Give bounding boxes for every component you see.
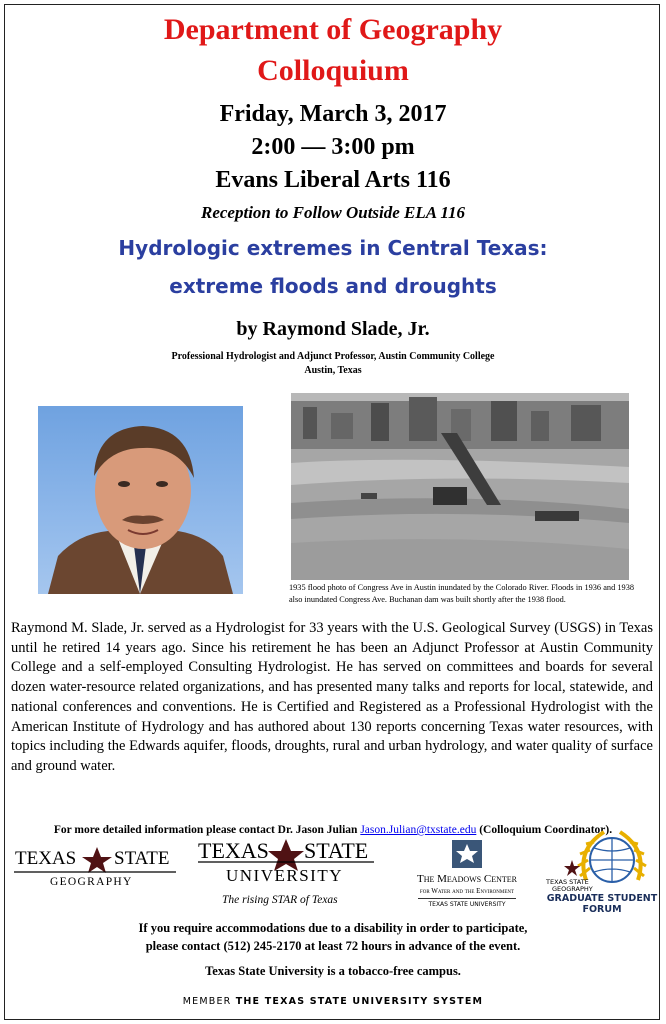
univ-logo-texas: TEXAS	[198, 838, 269, 863]
texas-state-geography-logo	[14, 844, 180, 894]
speaker-city: Austin, Texas	[304, 365, 362, 376]
accommodation-line1: If you require accommodations due to a disability in order to participate,	[138, 921, 528, 935]
geo-logo-texas: TEXAS	[15, 848, 77, 869]
meadows-name: The Meadows Center	[417, 873, 517, 885]
colloquium-title: Colloquium	[257, 54, 409, 87]
event-date: Friday, March 3, 2017	[219, 101, 447, 127]
gsf-graduate-student: GRADUATE STUDENT	[546, 893, 658, 904]
gsf-small-texas-state: TEXAS STATE	[546, 878, 589, 886]
graduate-student-forum-logo	[546, 830, 658, 914]
talk-title-line1: Hydrologic extremes in Central Texas:	[118, 236, 548, 260]
geo-logo-geography: GEOGRAPHY	[50, 876, 133, 888]
flood-photo-caption: 1935 flood photo of Congress Ave in Austin inundated by the Colorado River. Floods in 1936 and 1938 also inundated Congress Ave. Buchanan dam was built shortly after the 1938 flood.	[289, 583, 634, 604]
meadows-center-logo	[400, 838, 534, 914]
speaker-biography: Raymond M. Slade, Jr. served as a Hydrologist for 33 years with the U.S. Geological Survey (USGS) in Texas until he retired 14 years ago. Since his retirement he has been an Adjunct Professor at Austin Community College and a self-employed Consulting Hydrologist. He has served on committees and boards for several dozen water-resource related organizations, and has presented many talks and reports for local, statewide, and national conferences and conventions. He is Certified and Registered as a Professional Hydrologist with the American Institute of Hydrology and has authored about 130 reports concerning Texas water resources, with topics including the Edwards aquifer, floods, droughts, rural and urban hydrology, and water quality of surface and ground water.	[11, 620, 653, 774]
member-system-name: THE TEXAS STATE UNIVERSITY SYSTEM	[235, 996, 484, 1007]
speaker-portrait	[38, 406, 243, 594]
speaker-affiliation: Professional Hydrologist and Adjunct Professor, Austin Community College	[171, 351, 495, 362]
department-title: Department of Geography	[163, 13, 503, 46]
system-membership	[0, 996, 666, 1007]
star-icon	[564, 860, 580, 876]
star-icon	[82, 847, 112, 873]
univ-tagline: The rising STAR of Texas	[222, 894, 338, 906]
gsf-small-geography: GEOGRAPHY	[552, 885, 593, 893]
speaker-name: by Raymond Slade, Jr.	[236, 318, 430, 340]
gsf-forum: FORUM	[582, 904, 622, 915]
reception-note: Reception to Follow Outside ELA 116	[201, 203, 465, 222]
event-location: Evans Liberal Arts 116	[215, 167, 451, 193]
accommodation-line2: please contact (512) 245-2170 at least 72 hours in advance of the event.	[145, 939, 521, 953]
meadows-university: TEXAS STATE UNIVERSITY	[428, 901, 506, 908]
talk-title-line2: extreme floods and droughts	[169, 274, 497, 298]
contact-prefix: For more detailed information please contact Dr. Jason Julian	[53, 824, 358, 836]
meadows-subtitle: for Water and the Environment	[419, 887, 515, 895]
member-prefix: MEMBER	[182, 996, 232, 1007]
univ-logo-university: UNIVERSITY	[226, 866, 343, 885]
geo-logo-state: STATE	[114, 848, 170, 869]
event-time: 2:00 — 3:00 pm	[251, 134, 415, 160]
texas-state-university-logo	[198, 836, 378, 912]
univ-logo-state: STATE	[304, 838, 369, 863]
flood-photo	[291, 393, 629, 580]
contact-email-link[interactable]: Jason.Julian@txstate.edu	[360, 824, 477, 836]
contact-suffix: (Colloquium Coordinator).	[479, 824, 613, 836]
tobacco-free-notice: Texas State University is a tobacco-free campus.	[205, 964, 461, 978]
